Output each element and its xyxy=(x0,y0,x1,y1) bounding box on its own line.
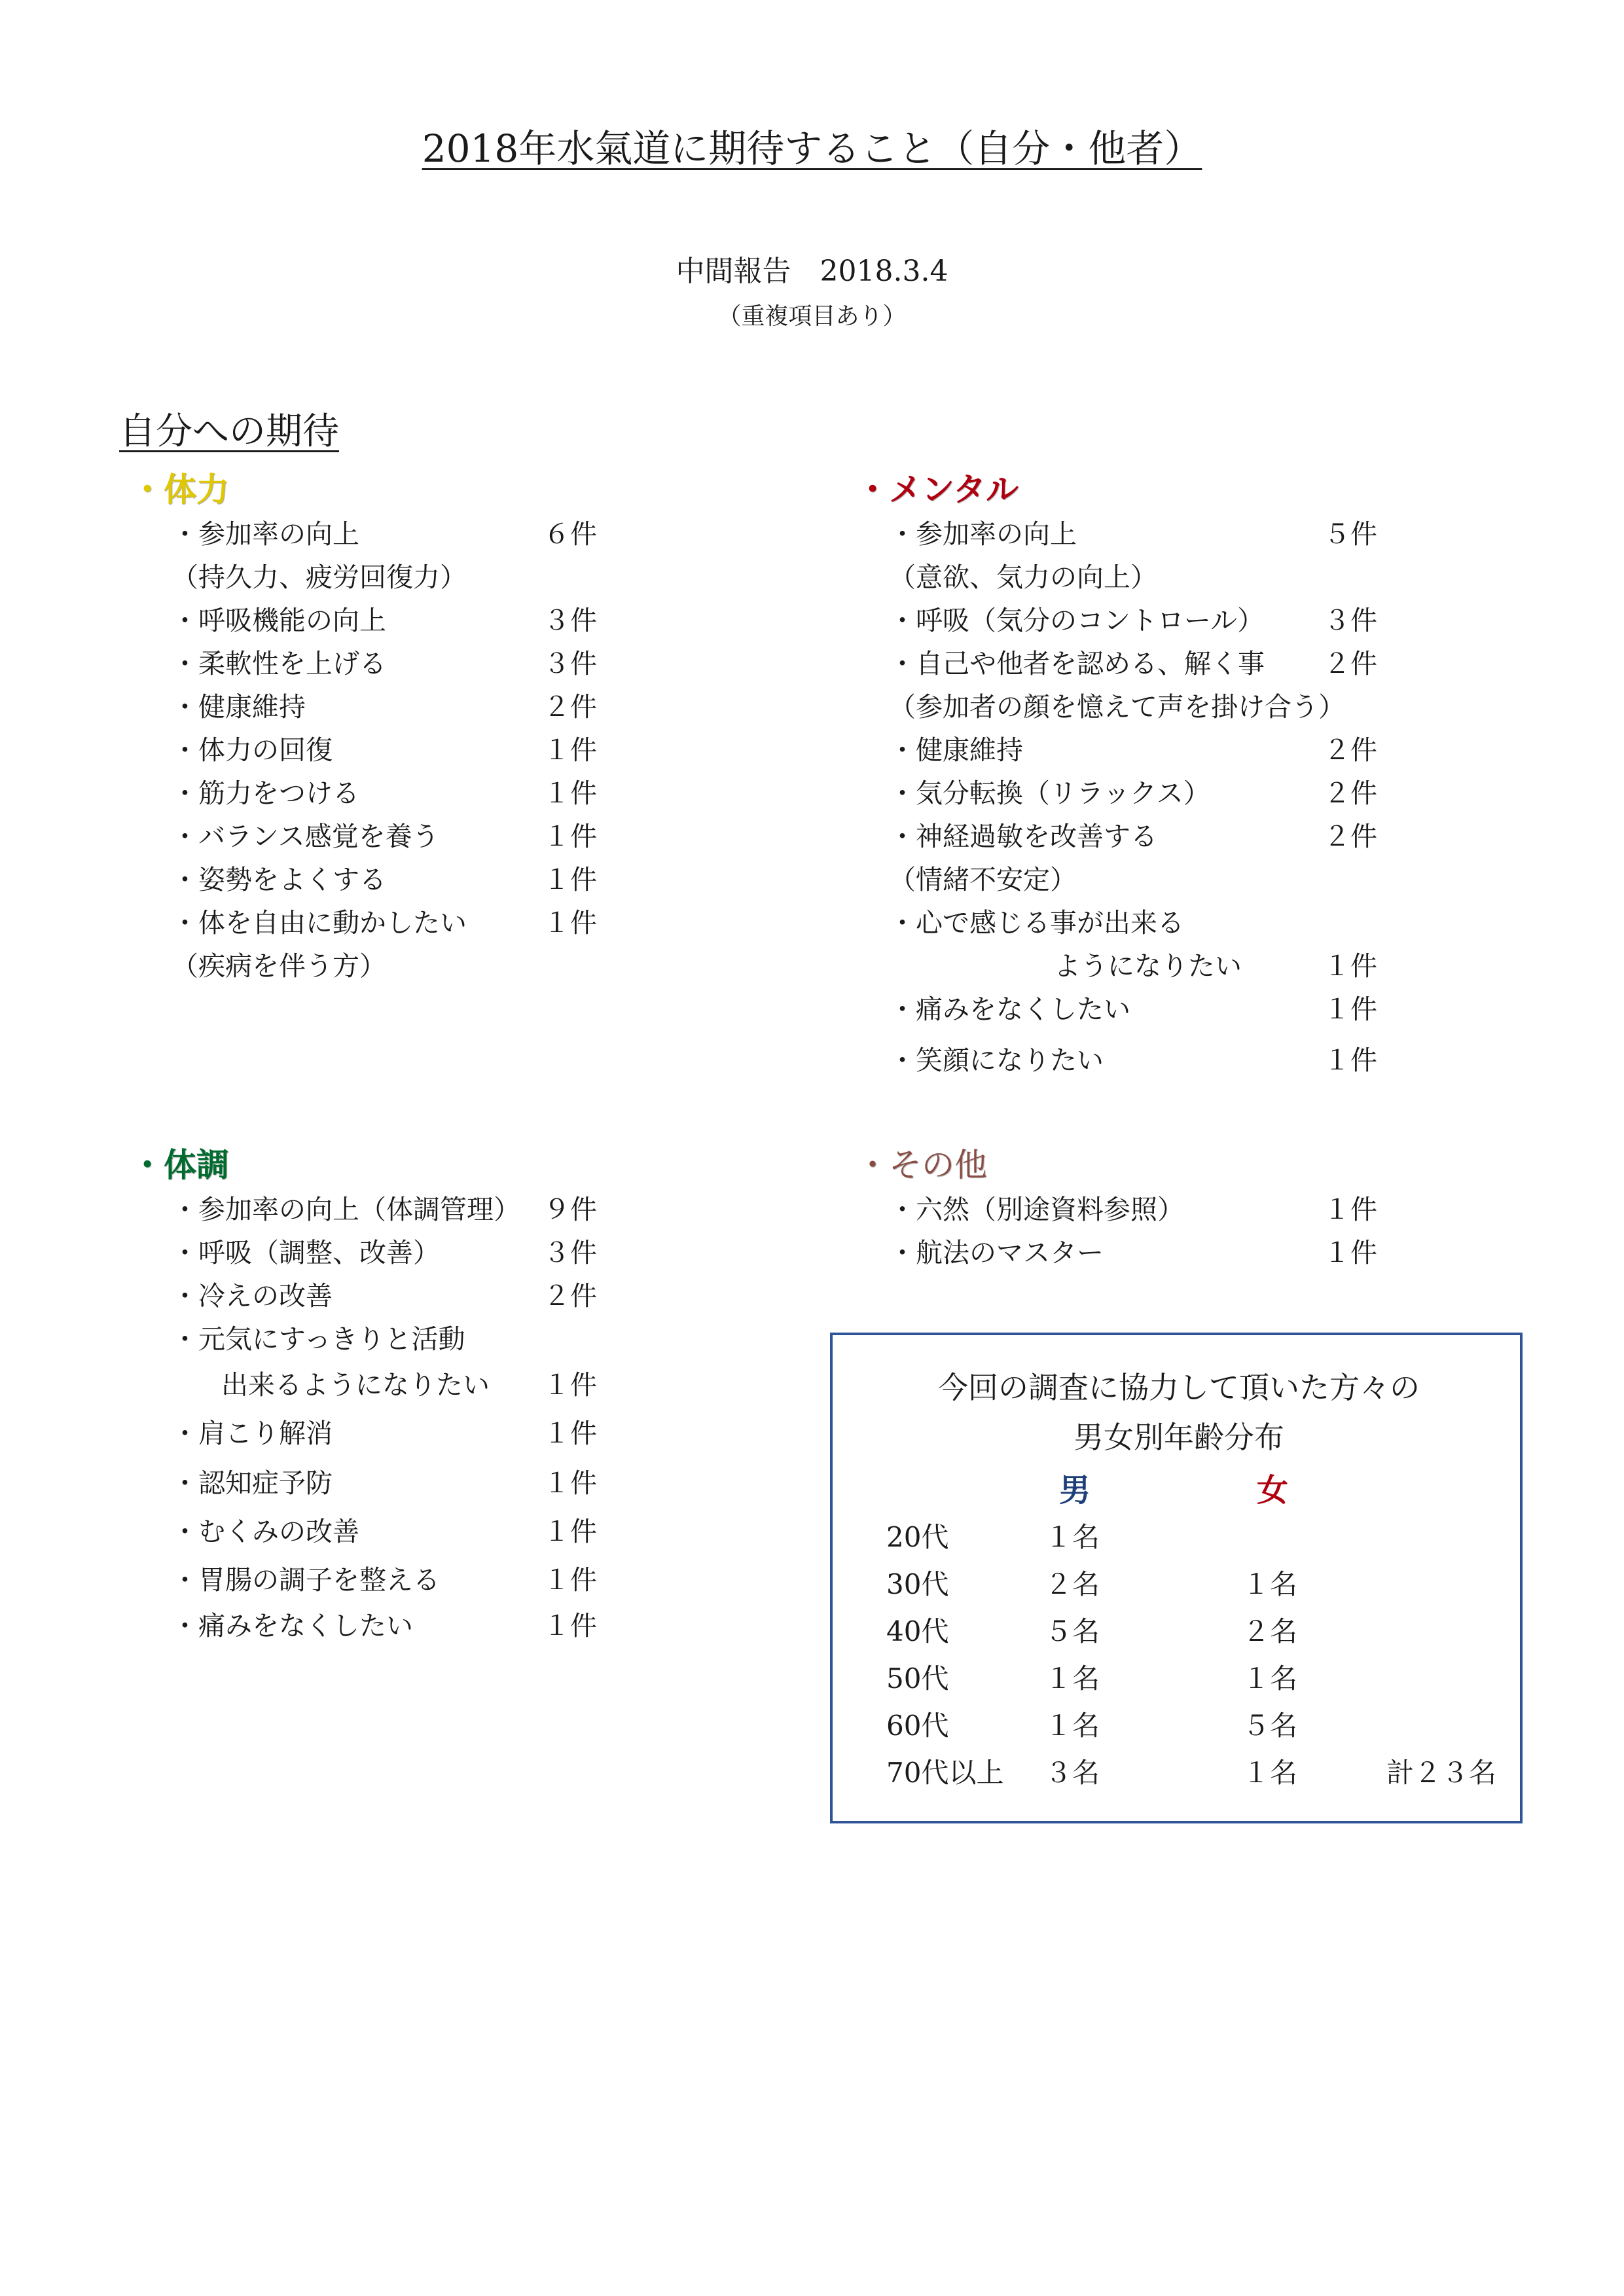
item-count: １件 xyxy=(1324,1045,1377,1076)
item-count: ５件 xyxy=(1324,518,1377,550)
female-count-cell: １名 xyxy=(1242,1757,1298,1789)
item-count: ２件 xyxy=(543,1280,597,1312)
list-item: ・六然（別途資料参照） xyxy=(889,1194,1184,1225)
item-count: ３件 xyxy=(543,1237,597,1268)
list-item: ・自己や他者を認める、解く事 xyxy=(889,648,1265,679)
item-count: １件 xyxy=(543,1467,597,1499)
list-item: ・健康維持 xyxy=(171,691,306,723)
male-count-cell: １名 xyxy=(1045,1521,1100,1553)
female-header: 女 xyxy=(1257,1472,1289,1509)
category-mental-heading: ・メンタル xyxy=(856,470,1019,509)
female-count-cell: ５名 xyxy=(1242,1710,1298,1742)
female-count-cell: １名 xyxy=(1242,1568,1298,1600)
male-count-cell: １名 xyxy=(1045,1662,1100,1695)
item-count: ６件 xyxy=(543,518,597,550)
item-count: １件 xyxy=(1324,950,1377,982)
female-count-cell: ２名 xyxy=(1242,1615,1298,1647)
list-item: ・胃腸の調子を整える xyxy=(171,1564,440,1596)
list-item: ・痛みをなくしたい xyxy=(889,994,1130,1025)
list-item: （持久力、疲労回復力） xyxy=(171,562,467,593)
list-item: （情緒不安定） xyxy=(889,864,1077,895)
age-cell: 30代 xyxy=(886,1568,949,1600)
section-title: 自分への期待 xyxy=(119,410,339,453)
item-count: ３件 xyxy=(543,605,597,636)
item-count: ３件 xyxy=(543,648,597,679)
list-item: ・航法のマスター xyxy=(889,1237,1104,1268)
male-header: 男 xyxy=(1059,1472,1091,1509)
list-item: ・呼吸（気分のコントロール） xyxy=(889,605,1265,636)
category-taicho-heading: ・体調 xyxy=(131,1145,229,1184)
item-count: １件 xyxy=(543,1369,597,1401)
list-item: （意欲、気力の向上） xyxy=(889,562,1157,593)
male-count-cell: １名 xyxy=(1045,1710,1100,1742)
list-item: ・呼吸（調整、改善） xyxy=(171,1237,440,1268)
list-item: ・バランス感覚を養う xyxy=(171,821,439,852)
age-cell: 20代 xyxy=(886,1521,949,1553)
list-item: ・体を自由に動かしたい xyxy=(171,907,467,939)
category-tairyoku-heading: ・体力 xyxy=(131,470,229,509)
list-item: ・参加率の向上 xyxy=(889,518,1077,550)
item-count: ３件 xyxy=(1324,605,1377,636)
item-count: １件 xyxy=(1324,1237,1377,1268)
list-item: ・体力の回復 xyxy=(171,734,333,766)
survey-title-line2: 男女別年齢分布 xyxy=(1074,1420,1284,1455)
item-count: １件 xyxy=(543,864,597,895)
age-cell: 50代 xyxy=(886,1662,949,1695)
item-count: ２件 xyxy=(1324,648,1377,679)
list-item: ・筋力をつける xyxy=(171,778,359,809)
item-count: １件 xyxy=(1324,994,1377,1025)
duplicate-note: （重複項目あり） xyxy=(717,303,907,330)
list-item: ・神経過敏を改善する xyxy=(889,821,1157,852)
page-title-text: 2018年水氣道に期待すること（自分・他者） xyxy=(422,126,1202,171)
item-count: １件 xyxy=(543,1516,597,1547)
page-title xyxy=(0,118,1624,173)
list-item: （疾病を伴う方） xyxy=(171,950,386,982)
age-cell: 60代 xyxy=(886,1710,949,1742)
item-count: １件 xyxy=(543,734,597,766)
item-count: ２件 xyxy=(543,691,597,723)
item-count: ９件 xyxy=(543,1194,597,1225)
list-item: ・姿勢をよくする xyxy=(171,864,386,895)
list-item: ・認知症予防 xyxy=(171,1467,333,1499)
item-count: １件 xyxy=(543,778,597,809)
item-count: １件 xyxy=(1324,1194,1377,1225)
item-count: １件 xyxy=(543,1418,597,1449)
list-item: ・柔軟性を上げる xyxy=(171,648,386,679)
male-count-cell: ２名 xyxy=(1045,1568,1100,1600)
survey-box xyxy=(830,1333,1523,1823)
list-item: ・元気にすっきりと活動 xyxy=(171,1323,465,1355)
list-item: ・痛みをなくしたい xyxy=(171,1610,413,1641)
list-item: （参加者の顔を憶えて声を掛け合う） xyxy=(889,691,1345,723)
list-item: ・むくみの改善 xyxy=(171,1516,359,1547)
total-count: 計２３名 xyxy=(1386,1757,1497,1789)
survey-title-line1: 今回の調査に協力して頂いた方々の xyxy=(938,1370,1420,1405)
item-count: １件 xyxy=(543,1564,597,1596)
item-count: ２件 xyxy=(1324,778,1377,809)
male-count-cell: ５名 xyxy=(1045,1615,1100,1647)
list-item: ・呼吸機能の向上 xyxy=(171,605,386,636)
item-count: １件 xyxy=(543,907,597,939)
list-item: ・笑顔になりたい xyxy=(889,1045,1104,1076)
female-count-cell: １名 xyxy=(1242,1662,1298,1695)
list-item: ・肩こり解消 xyxy=(171,1418,333,1449)
item-count: ２件 xyxy=(1324,734,1377,766)
item-count: １件 xyxy=(543,821,597,852)
list-item: ・心で感じる事が出来る xyxy=(889,907,1184,939)
item-count: ２件 xyxy=(1324,821,1377,852)
age-cell: 40代 xyxy=(886,1615,949,1647)
report-subtitle: 中間報告 2018.3.4 xyxy=(676,255,948,288)
category-other-heading: ・その他 xyxy=(856,1146,987,1184)
male-count-cell: ３名 xyxy=(1045,1757,1100,1789)
list-item: ・冷えの改善 xyxy=(171,1280,333,1312)
item-count: １件 xyxy=(543,1610,597,1641)
list-item: ・気分転換（リラックス） xyxy=(889,778,1210,809)
list-item: ・健康維持 xyxy=(889,734,1023,766)
list-item: ようになりたい xyxy=(1054,950,1242,982)
list-item: 出来るようになりたい xyxy=(221,1369,490,1401)
age-cell: 70代以上 xyxy=(886,1757,1004,1789)
list-item: ・参加率の向上（体調管理） xyxy=(171,1194,520,1225)
list-item: ・参加率の向上 xyxy=(171,518,359,550)
